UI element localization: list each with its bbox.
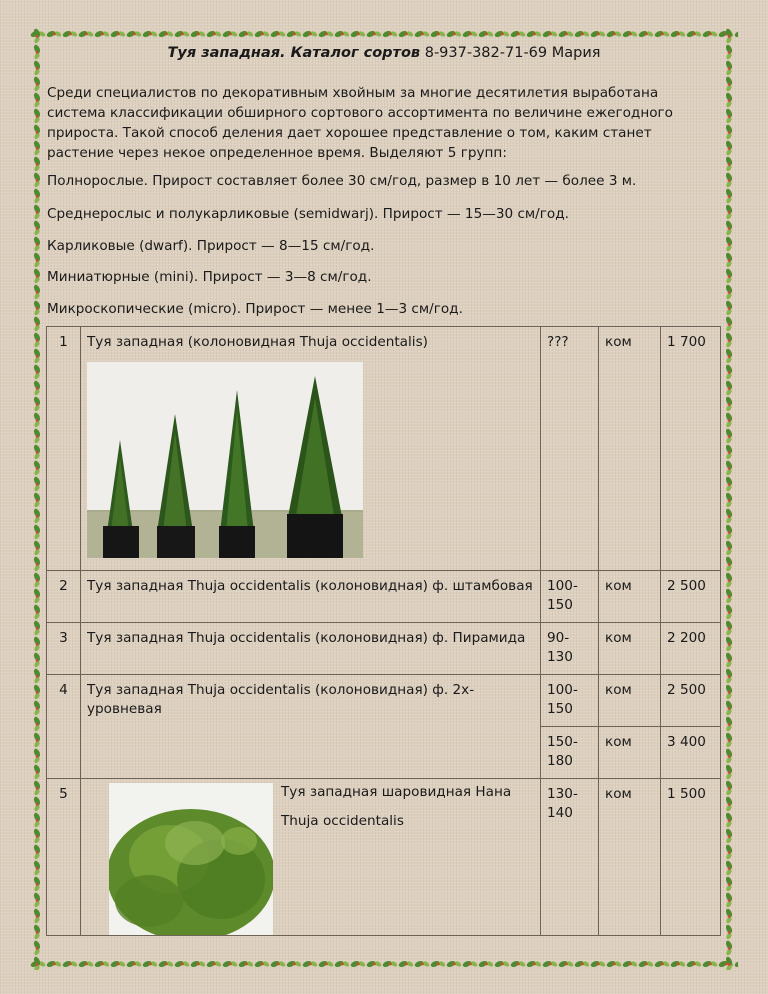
columnar-thuja-photo: [87, 362, 363, 558]
size-cell: 100-150: [541, 675, 599, 727]
table-row: [47, 623, 721, 675]
unit-cell: ком: [599, 623, 661, 675]
catalog-table: [46, 326, 721, 936]
unit-cell: ком: [599, 675, 661, 727]
row-number: 3: [47, 623, 81, 675]
product-cell: [81, 779, 541, 936]
unit-cell: ком: [599, 779, 661, 936]
price-cell: 2 200: [661, 623, 721, 675]
price-cell: 1 500: [661, 779, 721, 936]
globe-thuja-photo: [109, 783, 273, 935]
decorative-leaf-border-right: [722, 28, 736, 970]
decorative-leaf-border-top: [30, 28, 738, 40]
product-name: Туя западная Thuja occidentalis (колоновидная) ф. 2х-уровневая: [81, 675, 541, 779]
product-name: Туя западная Thuja occidentalis (колоновидная) ф. штамбовая: [81, 571, 541, 623]
product-name: Туя западная Thuja occidentalis (колоновидная) ф. Пирамида: [81, 623, 541, 675]
unit-cell: ком: [599, 727, 661, 779]
row-number: 5: [47, 779, 81, 936]
product-name: Туя западная (колоновидная Thuja occidentalis): [87, 334, 428, 350]
size-cell: 150-180: [541, 727, 599, 779]
group-item: Карликовые (dwarf). Прирост — 8—15 см/год.: [47, 238, 375, 254]
size-cell: 100-150: [541, 571, 599, 623]
row-number: 2: [47, 571, 81, 623]
size-cell: 130-140: [541, 779, 599, 936]
product-name: Туя западная шаровидная Нана: [281, 784, 512, 800]
unit-cell: ком: [599, 327, 661, 571]
decorative-leaf-border-bottom: [30, 958, 738, 970]
product-latin-name: Thuja occidentalis: [281, 813, 404, 829]
unit-cell: ком: [599, 571, 661, 623]
contact-info: 8-937-382-71-69 Мария: [424, 45, 601, 61]
size-cell: 90-130: [541, 623, 599, 675]
price-cell: 2 500: [661, 675, 721, 727]
decorative-leaf-border-left: [30, 28, 44, 970]
product-cell: [81, 327, 541, 571]
group-item: Микроскопические (micro). Прирост — менее 1—3 см/год.: [47, 301, 463, 317]
table-row: [47, 779, 721, 936]
page-title: [0, 43, 768, 63]
price-cell: 3 400: [661, 727, 721, 779]
group-item: Среднерослыс и полукарликовые (semidwarj). Прирост — 15—30 см/год.: [47, 206, 569, 222]
group-item: Полнорослые. Прирост составляет более 30 см/год, размер в 10 лет — более 3 м.: [47, 173, 637, 189]
table-row: [47, 327, 721, 571]
table-row: [47, 571, 721, 623]
catalog-title: Туя западная. Каталог сортов: [167, 45, 421, 61]
intro-paragraph: Среди специалистов по декоративным хвойным за многие десятилетия выработана система классификации обширного сортового ассортимента по величине ежегодного прироста. Такой способ деления дает хорошее представление о том, каким станет растение через некое определенное время. Выделяют 5 групп:: [47, 85, 673, 161]
row-number: 1: [47, 327, 81, 571]
row-number: 4: [47, 675, 81, 779]
group-item: Миниатюрные (mini). Прирост — 3—8 см/год.: [47, 269, 372, 285]
price-cell: 1 700: [661, 327, 721, 571]
size-cell: ???: [541, 327, 599, 571]
table-row: [47, 675, 721, 727]
price-cell: 2 500: [661, 571, 721, 623]
